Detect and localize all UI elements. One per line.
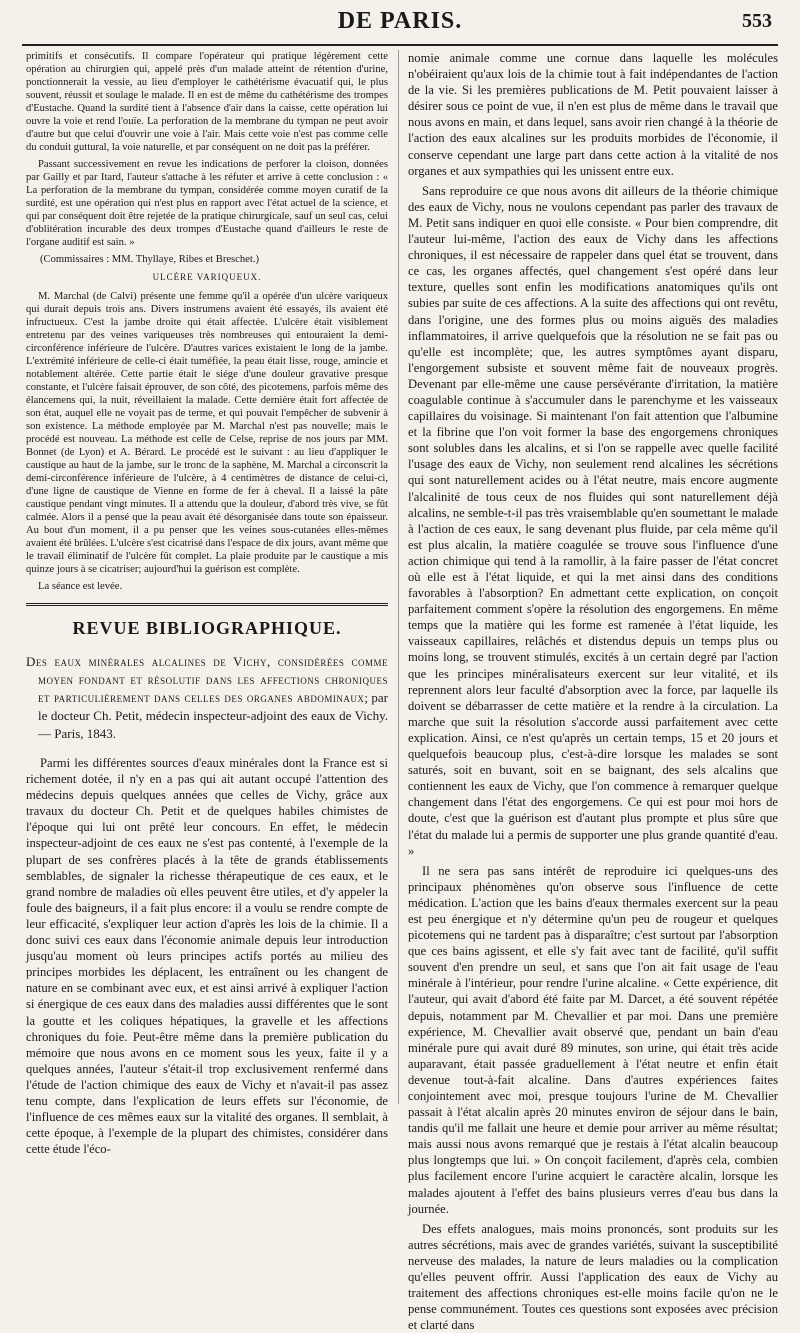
intro-text [26, 50, 388, 249]
paragraph: primitifs et consécutifs. Il compare l'opérateur qui pratique légèrement cette opération au chirurgien qui, appelé près d'un malade atteint de rétention d'urine, ponctionnerait la vessie, au lieu d'employer le cathétérisme évacuatif qui, le plus souvent, réussit et soulage le malade. Il en est de même du cathétérisme des trompes d'Eustache. Quand la surdité tient à l'absence d'air dans la caisse, cette opération lui ouvre la voie et rend l'ouïe. La perforation de la membrane du tympan ne peut avoir d'autre but que celui d'ouvrir une voie à l'air. Mais cette voie n'est pas comme celle du conduit guttural, la voie naturelle, et par conséquent on ne doit pas la préférer. [26, 51, 388, 153]
book-title [26, 653, 388, 743]
subheading: ULCÈRE VARIQUEUX. [152, 272, 262, 282]
column-separator [398, 50, 399, 1104]
book-title-caps: Des eaux minérales alcalines de Vichy, considérées comme moyen fondant et résolutif dans les affections chroniques et particulièrement dans celles des organes abdominaux [26, 654, 388, 705]
paragraph: Passant successivement en revue les indications de perforer la cloison, données par Gailly et par Itard, l'auteur s'attache à les réfuter et arrive à cette conclusion : « La perforation de la membrane du tympan, considérée comme moyen curatif de la surdité, est une opération qui n'est plus en rapport avec l'état actuel de la science, et qui par conséquent doit être rejetée de la pratique chirurgicale, sauf un seul cas, celui d'oblitération incurable des deux trompes d'Eustache quand d'ailleurs le reste de l'organe auditif est sain. » [26, 159, 388, 248]
paragraph: Sans reproduire ce que nous avons dit ailleurs de la théorie chimique des eaux de Vichy, nous ne voulons cependant pas parler des travaux de M. Petit sans indiquer en quoi elle consiste. « Pour bien comprendre, dit l'auteur lui-même, l'action des eaux de Vichy dans les affections chroniques, il est nécessaire de rappeler dans quel état se trouvent, dans ce cas, les organes affectés, quel changement s'est opéré dans leur texture, quelles sont enfin les modifications anatomiques qu'ils ont subies par suite de ces affections. A la suite des affections qui ont revêtu, dans l'origine, une des formes plus ou moins aiguës des maladies inflammatoires, il arrive quelquefois que la résolution ne se fait pas ou qu'elle est incomplète; que, les autres symptômes ayant disparu, l'engorgement subsiste et souvent même fait de nouveaux progrès. Devenant par elle-même une cause persévérante d'irritation, la matière coagulable continue à s'accumuler dans le parenchyme et les vaisseaux capillaires du voisinage. Si maintenant l'on fait attention que l'albumine et la fibrine que l'on voit former la base des engorgemens chroniques sont solubles dans les alcalins, et si l'on se rappelle avec quelle facilité l'usage des eaux de Vichy, non seulement rend alcalines les sécrétions qui sont naturellement acides ou à l'état neutre, mais encore augmente l'alcalinité de tous ceux de nos fluides qui sont naturellement déjà alcalins, ne semble-t-il pas très vraisemblable qu'en soumettant le malade à l'action de ces eaux, le sang devenant plus fluide, par cela même qu'il est plus alcalin, la matière coagulée se trouve sous l'influence d'une action chimique qui tend à la ramollir, à la faire passer de l'état concret où elle est à l'état liquide, et qui la met ainsi dans des conditions favorables à l'absorption? En admettant cette explication, on conçoit parfaitement comment s'opère la résolution des engorgemens. En même temps que la matière qui les forme est ramenée à l'état liquide, les vaisseaux capillaires, relâchés et distendus depuis un temps plus ou moins long, se trouvent stimulés, excités à un certain degré par l'action que les principes minéralisateurs exercent sur leur vitalité, et ils reprennent alors leur faculté d'absorption avec la force, par laquelle ils doivent se débarrasser de cette matière et la rendre à la circulation. La marche que suit la résolution s'accorde aussi parfaitement avec cette explication. Ainsi, ce n'est qu'après un certain temps, 15 et 20 jours et quelquefois beaucoup plus, c'est-à-dire lorsque les malades se sont saturés, soit en buvant, soit en se baignant, des sels alcalins que contiennent les eaux de Vichy, que l'on commence à remarquer quelque changement dans l'état des engorgemens. Ce qui est pour moi hors de doute, c'est que la guérison est d'autant plus prompte et plus sûre que l'état du malade lui a permis de supporter une plus grande quantité d'eau. » [408, 183, 778, 858]
paragraph: Des effets analogues, mais moins prononcés, sont produits sur les autres sécrétions, mais avec de grandes variétés, suivant la susceptibilité nerveuse des malades, la nature de leurs maladies ou la complication qu'elles peuvent offrir. Aussi l'application des eaux de Vichy au traitement des affections chroniques est-elle moins facile qu'on ne le pense communément. Toutes ces questions sont exposées avec précision et clarté dans [408, 1221, 778, 1333]
section-title: REVUE BIBLIOGRAPHIQUE. [72, 618, 342, 638]
left-column [26, 50, 388, 1157]
paragraph: Il ne sera pas sans intérêt de reproduire ici quelques-uns des principaux phénomènes qu'on observe sous l'influence de cette médication. L'action que les bains d'eaux thermales exercent sur la peau est peu énergique et n'y détermine qu'un peu de rougeur et quelques picotemens qui ne tardent pas à disparaître; c'est surtout par l'absorption que ces bains agissent, et elle s'y fait avec tant de facilité, qu'il suffit souvent d'en prendre un seul, et sans que l'on ait fait usage de l'eau minérale à l'intérieur, pour rendre l'urine alcaline. « Cette expérience, dit l'auteur, qui avait d'abord été faite par M. Darcet, a été souvent répétée depuis, notamment par M. Chevallier et par moi. Dans une première expérience, M. Chevallier avait observé que, pendant un bain d'eau minérale pure qui avait duré 89 minutes, son urine, qui était très acide auparavant, était passée graduellement à l'état neutre et enfin était devenue tout-à-fait alcaline. Dans d'autres expériences faites conjointement avec moi, presque toujours l'urine de M. Chevallier passait à l'état alcalin après 20 minutes environ de séjour dans le bain, tandis qu'il me fallait une heure et demie pour arriver au même résultat; mais aussi nous avons remarqué que je restais à l'état alcalin beaucoup plus longtemps que lui. » On conçoit facilement, d'après cela, combien plus facilement encore l'urine acquiert le caractère alcalin, lorsque les malades ajoutent à l'effet des bains plusieurs verres d'eau bus dans la journée. [408, 863, 778, 1216]
right-column [408, 50, 778, 1333]
paragraph: M. Marchal (de Calvi) présente une femme qu'il a opérée d'un ulcère variqueux qui durait depuis trois ans. Divers instrumens avaient été essayés, ils avaient été infructueux. C'est la jambe droite qui était affectée. L'ulcère était visiblement entretenu par des veines variqueuses très nombreuses qui entouraient la demi-circonférence inférieure de l'ulcère. D'autres varices existaient le long de la jambe. L'extrémité inférieure de celle-ci était tuméfiée, la peau était lisse, rouge, amincie et notablement altérée. Cette partie était le siége d'une douleur gravative presque constante, et l'ulcère faisait éprouver, de son côté, des picotemens, parfois même des élancemens qui, la nuit, réveillaient la malade. Cette dernière était fort affectée de son état, auquel elle ne voyait pas de terme, et qui pouvait l'empêcher de subvenir à son existence. La méthode employée par M. Marchal n'est pas nouvelle; mais le procédé est nouveau. La méthode est celle de Celse, reprise de nos jours par MM. Bonnet (de Lyon) et A. Bérard. Le procédé est le suivant : au lieu d'appliquer le caustique au haut de la jambe, sur le tronc de la saphène, M. Marchal a circonscrit la demi-circonférence inférieure de l'ulcère, à 4 centimètres de distance de celui-ci, d'une ligne de caustique de Vienne en forme de fer à cheval. Il a laissé la pâte caustique pendant vingt minutes. Il a attendu que la douleur, d'abord très vive, se fût calmée. Alors il a pensé que la peau avait été désorganisée dans toute son épaisseur. Au bout d'un moment, il a pu penser que les veines sous-cutanées elles-mêmes avaient été brûlées. L'ulcère s'est cicatrisé dans l'espace de dix jours, avant même que le travail éliminatif de l'ulcère fût complet. La plaie produite par le caustique a mis quinze jours à se cicatriser; aujourd'hui la guérison est complète. [26, 291, 388, 575]
commission-line: (Commissaires : MM. Thyllaye, Ribes et Breschet.) [40, 254, 260, 265]
ulcer-text [26, 290, 388, 593]
review-text [26, 755, 388, 1157]
paragraph: nomie animale comme une cornue dans laquelle les molécules n'obéiraient qu'aux lois de la chimie tout à fait indépendantes de l'action de la vie. Si les premières publications de M. Petit pouvaient laisser à désirer sous ce point de vue, il n'en est plus de même dans le travail que nous avons en main, et dans lequel, sans avoir rien changé à la théorie de l'action des eaux alcalines sur les produits morbides de l'économie, il conserve cependant une large part dans cette action à la vitalité de nos organes et aux sympathies qui les unissent entre eux. [408, 51, 778, 178]
header-rule [22, 44, 778, 46]
page-number: 553 [742, 10, 772, 32]
paragraph: La séance est levée. [38, 581, 123, 592]
page-header [22, 8, 778, 44]
paragraph: Parmi les différentes sources d'eaux minérales dont la France est si richement dotée, il n'y en a pas qui ait autant occupé l'attention des médecins depuis quelques années que celles de Vichy, grâce aux travaux du docteur Ch. Petit et de quelques habiles chimistes de l'époque qui lui ont prêté leur concours. En effet, le médecin inspecteur-adjoint de ces eaux ne s'est pas contenté, à l'exemple de la plupart de ses confrères placés à la tête de grands établissements semblables, de signaler la richesse thérapeutique de ces eaux, et le grand nombre de maladies où elles peuvent être utiles, et d'y appeler la foule des baigneurs, il a fait plus encore: il a voulu se rendre compte de leur efficacité, s'expliquer leur action d'après les lois de la chimie. Il a donc suivi ces eaux dans l'économie animale depuis leur introduction jusqu'au moment où leurs principes actifs portés au milieu des principes morbides les déplacent, les entraînent ou les changent de nature en se combinant avec eux, et est ainsi arrivé à expliquer l'action si énergique de ces eaux dans des maladies aussi différentes que le sont la goutte et les coliques hépatiques, la gravelle et les affections chroniques du foie. Peut-être même dans la première publication du mémoire que nous avons en ce moment sous les yeux, faite il y a quelques années, l'auteur s'était-il trop exclusivement renfermé dans l'étude de l'action chimique des eaux de Vichy et n'avait-il pas assez tenu compte, dans l'explication de leurs effets sur l'économie, de l'influence de ces mêmes eaux sur la vitalité des organes. Il semblait, à cette époque, à l'exemple de la plupart des chimistes, considérer dans cette étude l'éco- [26, 756, 388, 1157]
book-title-rest: ; par le docteur Ch. Petit, médecin inspecteur-adjoint des eaux de Vichy. — Paris, 1843. [38, 690, 388, 741]
section-divider [26, 603, 388, 606]
running-title: DE PARIS. [337, 8, 463, 34]
